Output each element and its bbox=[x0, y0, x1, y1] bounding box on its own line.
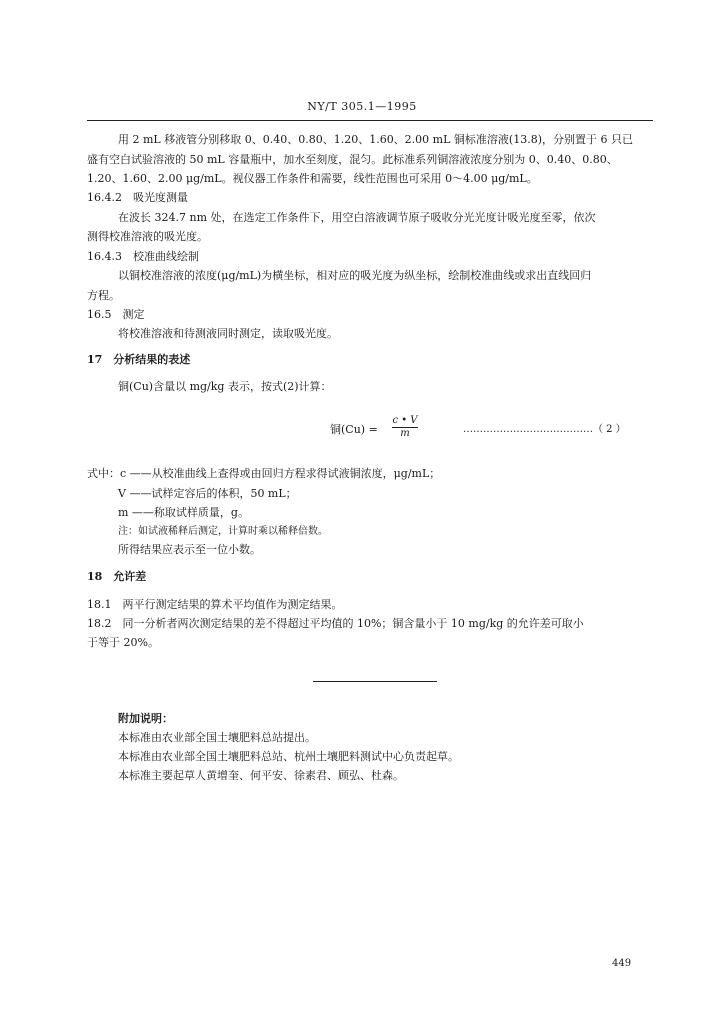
para-line: 18.2 同一分析者两次测定结果的差不得超过平均值的 10%；铜含量小于 10 mg/kg 的允许差可取小 bbox=[87, 617, 584, 630]
section-heading-17: 17 分析结果的表述 bbox=[87, 353, 191, 366]
appendix-line: 本标准由农业部全国土壤肥料总站提出。 bbox=[118, 731, 316, 744]
note-line: 注：如试液稀释后测定，计算时乘以稀释倍数。 bbox=[118, 526, 328, 537]
appendix-line: 本标准主要起草人黄增奎、何平安、徐素君、顾弘、杜森。 bbox=[118, 769, 404, 782]
page-number: 449 bbox=[612, 958, 632, 969]
para-line: 于等于 20%。 bbox=[87, 636, 159, 649]
formula-number: …………………………………（ 2 ） bbox=[463, 424, 626, 435]
para-line: 所得结果应表示至一位小数。 bbox=[118, 543, 261, 556]
header-rule bbox=[87, 120, 653, 121]
section-heading-16-4-2: 16.4.2 吸光度测量 bbox=[87, 191, 188, 204]
where-line: m ——称取试样质量，g。 bbox=[118, 506, 249, 519]
para-line: 以铜校准溶液的浓度(μg/mL)为横坐标，相对应的吸光度为纵坐标，绘制校准曲线或求出直线回归 bbox=[118, 269, 592, 282]
section-heading-18: 18 允许差 bbox=[87, 570, 147, 583]
where-line: 式中：c ——从校准曲线上查得或由回归方程求得试液铜浓度，μg/mL； bbox=[87, 467, 441, 480]
para-line: 方程。 bbox=[87, 289, 120, 302]
section-heading-16-5: 16.5 测定 bbox=[87, 308, 145, 321]
para-line: 18.1 两平行测定结果的算术平均值作为测定结果。 bbox=[87, 598, 343, 611]
formula-intro: 铜(Cu)含量以 mg/kg 表示，按式(2)计算： bbox=[118, 380, 332, 393]
page-header-title: NY/T 305.1—1995 bbox=[307, 100, 417, 113]
formula-lhs: 铜(Cu) = bbox=[330, 423, 378, 436]
formula-fraction bbox=[390, 415, 420, 440]
appendix-line: 本标准由农业部全国土壤肥料总站、杭州土壤肥料测试中心负责起草。 bbox=[118, 750, 459, 763]
formula-numerator: c • V bbox=[392, 415, 418, 426]
section-divider bbox=[313, 681, 437, 682]
where-line: V ——试样定容后的体积，50 mL； bbox=[118, 487, 297, 500]
para-line: 用 2 mL 移液管分别移取 0、0.40、0.80、1.20、1.60、2.00 mL 铜标准溶液(13.8)，分别置于 6 只已 bbox=[118, 133, 633, 146]
para-line: 在波长 324.7 nm 处，在选定工作条件下，用空白溶液调节原子吸收分光光度计吸光度至零，依次 bbox=[118, 211, 596, 224]
para-line: 将校准溶液和待测液同时测定，读取吸光度。 bbox=[118, 327, 338, 340]
para-line: 盛有空白试验溶液的 50 mL 容量瓶中，加水至刻度，混匀。此标准系列铜溶液浓度分别为 0、0.40、0.80、 bbox=[87, 153, 618, 166]
para-line: 测得校准溶液的吸光度。 bbox=[87, 230, 208, 243]
section-heading-16-4-3: 16.4.3 校准曲线绘制 bbox=[87, 250, 199, 263]
para-line: 1.20、1.60、2.00 μg/mL。视仪器工作条件和需要，线性范围也可采用 0～4.00 μg/mL。 bbox=[87, 172, 538, 185]
formula-denominator: m bbox=[400, 428, 410, 439]
appendix-heading: 附加说明： bbox=[118, 712, 173, 725]
